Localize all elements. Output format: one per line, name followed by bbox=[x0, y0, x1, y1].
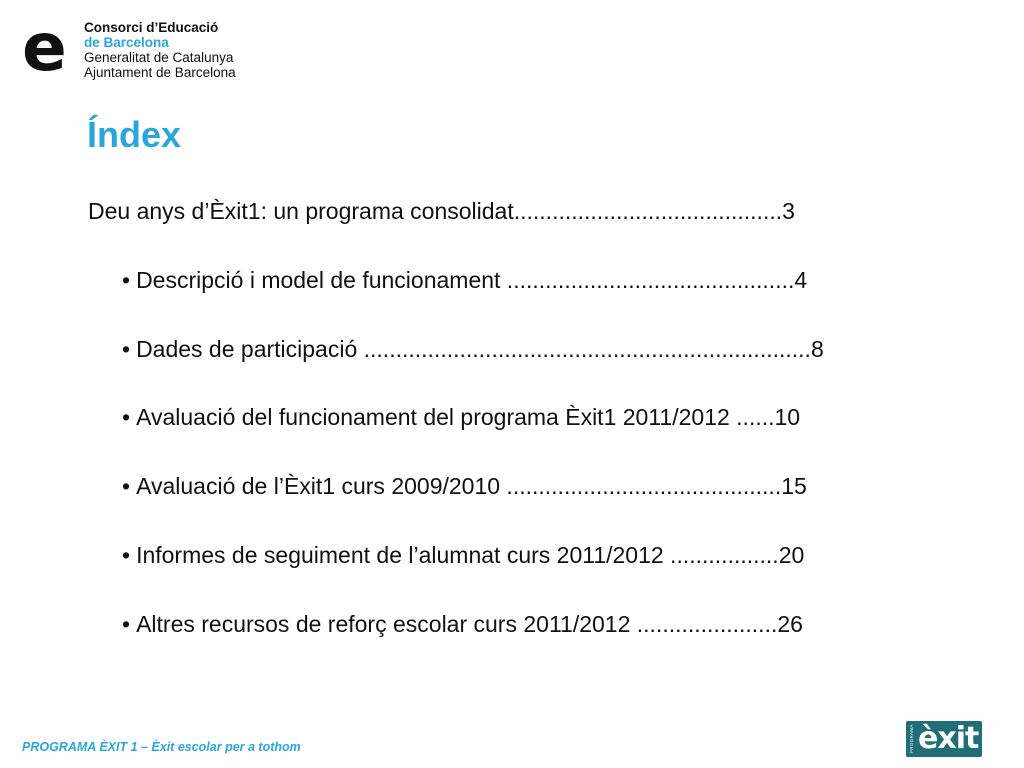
logo-line-barcelona: de Barcelona bbox=[84, 35, 169, 50]
toc-item-informes bbox=[122, 540, 804, 570]
toc-item-main bbox=[88, 196, 795, 226]
toc-item-label: Informes de seguiment de l’alumnat curs 2011/2012 .................20 bbox=[136, 542, 805, 568]
bullet-icon: • bbox=[122, 542, 131, 568]
toc-item-altres-recursos bbox=[122, 609, 803, 639]
toc-item-label: Deu anys d’Èxit1: un programa consolidat..........................................3 bbox=[88, 198, 795, 224]
toc-item-label: Descripció i model de funcionament .............................................4 bbox=[136, 267, 808, 293]
toc-item-label: Dades de participació ......................................................................8 bbox=[136, 336, 824, 362]
toc-item-avaluacio-2009 bbox=[122, 471, 807, 501]
toc-item-descripcio bbox=[122, 265, 807, 295]
toc-item-label: Avaluació de l’Èxit1 curs 2009/2010 ...........................................15 bbox=[136, 473, 807, 499]
bullet-icon: • bbox=[122, 336, 131, 362]
toc-item-avaluacio-funcionament bbox=[122, 402, 800, 432]
consorci-e-logo-icon bbox=[22, 20, 78, 76]
toc-item-label: Altres recursos de reforç escolar curs 2011/2012 ......................26 bbox=[136, 611, 803, 637]
toc-item-label: Avaluació del funcionament del programa Èxit1 2011/2012 ......10 bbox=[136, 404, 801, 430]
exit-program-logo bbox=[906, 721, 982, 757]
bullet-icon: • bbox=[122, 404, 131, 430]
logo-program-label: PROGRAMA bbox=[909, 724, 914, 753]
logo-line-ajuntament: Ajuntament de Barcelona bbox=[84, 65, 236, 80]
page-title: Índex bbox=[87, 114, 182, 155]
bullet-icon: • bbox=[122, 473, 131, 499]
bullet-icon: • bbox=[122, 267, 131, 293]
svg-text:e: e bbox=[22, 20, 67, 76]
logo-text bbox=[84, 20, 236, 80]
logo-exit-word: èxit bbox=[918, 721, 979, 756]
footer-program-text: PROGRAMA ÈXIT 1 – Èxit escolar per a tothom bbox=[22, 740, 301, 754]
consorci-logo bbox=[22, 20, 262, 86]
toc-item-dades bbox=[122, 334, 824, 364]
logo-line-consorci: Consorci d’Educació bbox=[84, 20, 219, 35]
logo-line-generalitat: Generalitat de Catalunya bbox=[84, 50, 234, 65]
bullet-icon: • bbox=[122, 611, 131, 637]
